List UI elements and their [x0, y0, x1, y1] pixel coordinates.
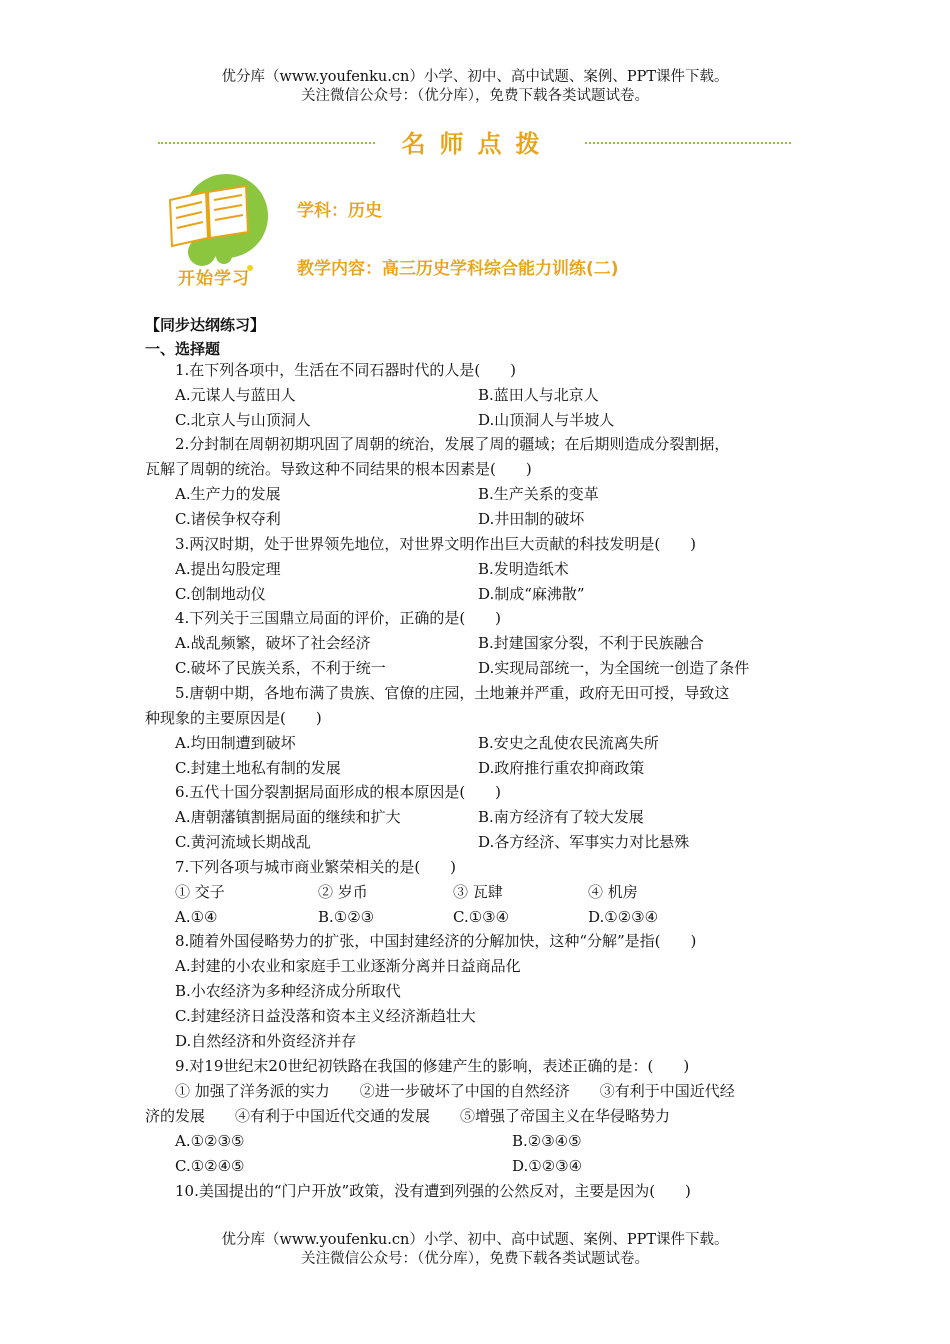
q2-option-b: B.生产关系的变革	[478, 485, 599, 503]
question-10: 10.美国提出的“门户开放”政策，没有遭到列强的公然反对，主要是因为( )	[175, 1182, 691, 1200]
subject-label: 学科：历史	[297, 201, 382, 221]
q3-option-d: D.制成“麻沸散”	[478, 585, 585, 603]
q2-option-d: D.井田制的破坏	[478, 510, 585, 528]
q9-option-c: C.①②④⑤	[175, 1157, 245, 1175]
q2-option-c: C.诸侯争权夺利	[175, 510, 281, 528]
q4-option-d: D.实现局部统一，为全国统一创造了条件	[478, 659, 750, 677]
section-heading: 【同步达纲练习】	[145, 316, 266, 334]
question-2-line-1: 2.分封制在周朝初期巩固了周朝的统治，发展了周的疆域；在后期则造成分裂割据，	[175, 435, 730, 453]
q7-item-2: ② 岁币	[318, 883, 368, 901]
banner-divider-left	[158, 142, 375, 144]
q5-option-d: D.政府推行重农抑商政策	[478, 759, 645, 777]
question-9: 9.对19世纪末20世纪初铁路在我国的修建产生的影响，表述正确的是：( )	[175, 1057, 690, 1075]
q6-option-c: C.黄河流域长期战乱	[175, 833, 311, 851]
question-7: 7.下列各项与城市商业繁荣相关的是( )	[175, 858, 457, 876]
q1-option-a: A.元谋人与蓝田人	[175, 386, 296, 404]
question-5-line-2: 种现象的主要原因是( )	[145, 709, 322, 727]
q2-option-a: A.生产力的发展	[175, 485, 281, 503]
footer-line-2: 关注微信公众号：（优分库），免费下载各类试题试卷。	[301, 1251, 649, 1267]
content-label: 教学内容：高三历史学科综合能力训练(二)	[297, 259, 619, 279]
q7-item-4: ④ 机房	[588, 883, 638, 901]
q7-option-a: A.①④	[175, 908, 218, 926]
q8-option-b: B.小农经济为多种经济成分所取代	[175, 982, 401, 1000]
q6-option-b: B.南方经济有了较大发展	[478, 808, 644, 826]
q9-option-d: D.①②③④	[512, 1157, 583, 1175]
question-2-line-2: 瓦解了周朝的统治。导致这种不同结果的根本因素是( )	[145, 460, 532, 478]
q3-option-a: A.提出勾股定理	[175, 560, 281, 578]
q5-option-a: A.均田制遭到破坏	[175, 734, 296, 752]
q1-option-d: D.山顶洞人与半坡人	[478, 411, 615, 429]
header-line-2: 关注微信公众号：（优分库），免费下载各类试题试卷。	[301, 88, 649, 104]
q9-statements-line-1: ① 加强了洋务派的实力 ②进一步破坏了中国的自然经济 ③有利于中国近代经	[175, 1082, 735, 1100]
question-4: 4.下列关于三国鼎立局面的评价，正确的是( )	[175, 609, 502, 627]
q1-option-c: C.北京人与山顶洞人	[175, 411, 311, 429]
banner-title: 名师点拨	[401, 130, 554, 158]
q9-option-a: A.①②③⑤	[175, 1132, 245, 1150]
q7-item-1: ① 交子	[175, 883, 225, 901]
q5-option-c: C.封建土地私有制的发展	[175, 759, 341, 777]
q7-option-d: D.①②③④	[588, 908, 659, 926]
q1-option-b: B.蓝田人与北京人	[478, 386, 599, 404]
logo-caption: 开始学习	[178, 269, 250, 289]
q7-option-c: C.①③④	[453, 908, 510, 926]
q4-option-c: C.破坏了民族关系，不利于统一	[175, 659, 386, 677]
q6-option-a: A.唐朝藩镇割据局面的继续和扩大	[175, 808, 401, 826]
q9-option-b: B.②③④⑤	[512, 1132, 582, 1150]
q5-option-b: B.安史之乱使农民流离失所	[478, 734, 659, 752]
q3-option-c: C.创制地动仪	[175, 585, 266, 603]
q7-option-b: B.①②③	[318, 908, 375, 926]
q8-option-c: C.封建经济日益没落和资本主义经济渐趋壮大	[175, 1007, 476, 1025]
q4-option-b: B.封建国家分裂，不利于民族融合	[478, 634, 704, 652]
q6-option-d: D.各方经济、军事实力对比悬殊	[478, 833, 690, 851]
q8-option-d: D.自然经济和外资经济并存	[175, 1032, 357, 1050]
q4-option-a: A.战乱频繁，破坏了社会经济	[175, 634, 371, 652]
question-6: 6.五代十国分裂割据局面形成的根本原因是( )	[175, 783, 502, 801]
footer-line-1: 优分库（www.youfenku.cn）小学、初中、高中试题、案例、PPT课件下载。	[221, 1232, 729, 1248]
question-8: 8.随着外国侵略势力的扩张，中国封建经济的分解加快，这种“分解”是指( )	[175, 932, 697, 950]
q7-item-3: ③ 瓦肆	[453, 883, 503, 901]
question-5-line-1: 5.唐朝中期，各地布满了贵族、官僚的庄园，土地兼并严重，政府无田可授，导致这	[175, 684, 730, 702]
banner-divider-right	[585, 142, 791, 144]
header-line-1: 优分库（www.youfenku.cn）小学、初中、高中试题、案例、PPT课件下载。	[221, 69, 729, 85]
section-subheading: 一、选择题	[145, 340, 221, 358]
q9-statements-line-2: 济的发展 ④有利于中国近代交通的发展 ⑤增强了帝国主义在华侵略势力	[145, 1107, 671, 1125]
question-1: 1.在下列各项中，生活在不同石器时代的人是( )	[175, 361, 517, 379]
question-3: 3.两汉时期，处于世界领先地位，对世界文明作出巨大贡献的科技发明是( )	[175, 535, 697, 553]
q8-option-a: A.封建的小农业和家庭手工业逐渐分离并日益商品化	[175, 957, 521, 975]
q3-option-b: B.发明造纸术	[478, 560, 569, 578]
